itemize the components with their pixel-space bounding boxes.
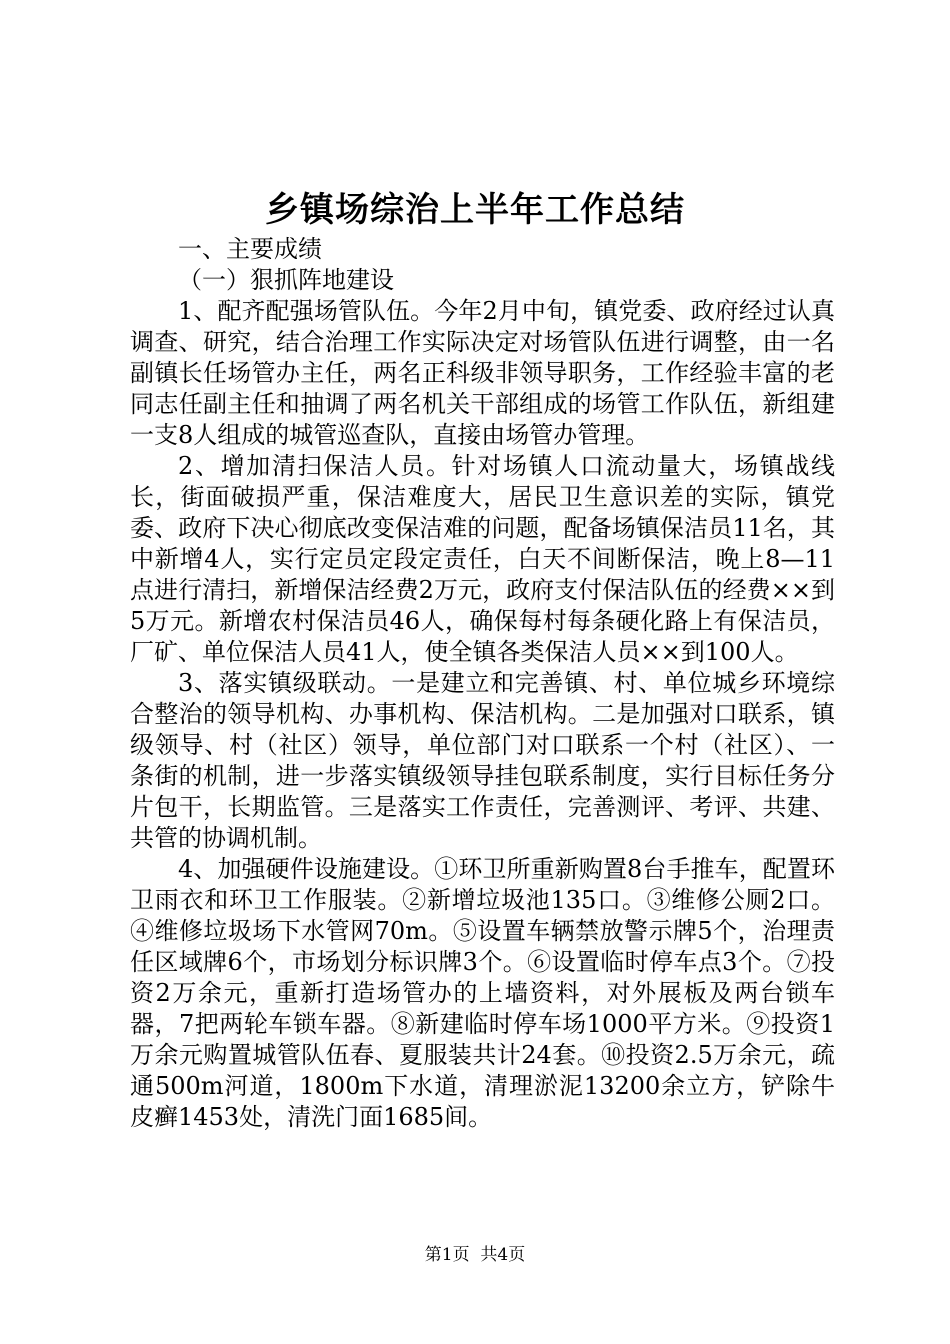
document-body <box>130 234 835 1133</box>
page-number: 第1页 <box>424 1245 470 1265</box>
paragraph-4: 4、加强硬件设施建设。①环卫所重新购置8台手推车，配置环卫雨衣和环卫工作服装。②新增垃圾池135口。③维修公厕2口。④维修垃圾场下水管网70m。⑤设置车辆禁放警示牌5个，治理责任区域牌6个，市场划分标识牌3个。⑥设置临时停车点3个。⑦投资2万余元，重新打造场管办的上墙资料，对外展板及两台锁车器，7把两轮车锁车器。⑧新建临时停车场1000平方米。⑨投资1万余元购置城管队伍春、夏服装共计24套。⑩投资2.5万余元，疏通500m河道，1800m下水道，清理淤泥13200余立方，铲除牛皮癣1453处，清洗门面1685间。 <box>130 855 835 1131</box>
page-total: 共4页 <box>480 1245 526 1265</box>
subsection-heading: （一）狠抓阵地建设 <box>178 266 394 294</box>
paragraph-3: 3、落实镇级联动。一是建立和完善镇、村、单位城乡环境综合整治的领导机构、办事机构、保洁机构。二是加强对口联系，镇级领导、村（社区）领导，单位部门对口联系一个村（社区）、一条街的机制，进一步落实镇级领导挂包联系制度，实行目标任务分片包干，长期监管。三是落实工作责任，完善测评、考评、共建、共管的协调机制。 <box>130 669 835 852</box>
paragraph-2: 2、增加清扫保洁人员。针对场镇人口流动量大，场镇战线长，街面破损严重，保洁难度大，居民卫生意识差的实际，镇党委、政府下决心彻底改变保洁难的问题，配备场镇保洁员11名，其中新增4人，实行定员定段定责任，白天不间断保洁，晚上8—11点进行清扫，新增保洁经费2万元，政府支付保洁队伍的经费××到5万元。新增农村保洁员46人，确保每村每条硬化路上有保洁员，厂矿、单位保洁人员41人，使全镇各类保洁人员××到100人。 <box>130 452 835 666</box>
document-title: 乡镇场综治上半年工作总结 <box>265 190 685 230</box>
section-heading: 一、主要成绩 <box>178 235 322 263</box>
paragraph-1: 1、配齐配强场管队伍。今年2月中旬，镇党委、政府经过认真调查、研究，结合治理工作实际决定对场管队伍进行调整，由一名副镇长任场管办主任，两名正科级非领导职务，工作经验丰富的老同志任副主任和抽调了两名机关干部组成的场管工作队伍，新组建一支8人组成的城管巡查队，直接由场管办管理。 <box>130 297 835 449</box>
page-footer <box>0 1244 950 1266</box>
